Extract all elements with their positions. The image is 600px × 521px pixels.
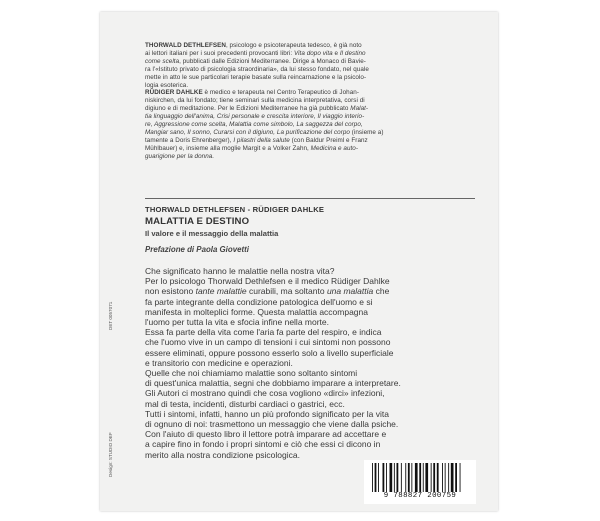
blurb-segment: Quelle che noi chiamiamo malattie sono soltanto sintomi: [145, 368, 358, 379]
bio-line: [145, 145, 475, 153]
barcode-bar: [419, 463, 421, 492]
bio-line: [145, 113, 475, 121]
bio-segment: digiuno e di meditazione. Per le Edizioni Mediterranee ha già pubblicato: [145, 105, 351, 113]
barcode-bar: [375, 463, 377, 492]
blurb-line: [145, 276, 480, 286]
barcode-bar: [445, 463, 446, 492]
preface-credit: Prefazione di Paola Giovetti: [145, 245, 249, 254]
blurb-segment: Tutti i sintomi, infatti, hanno un più profondo significato per la vita: [145, 408, 389, 419]
barcode-bar: [455, 463, 457, 492]
barcode-bar: [378, 463, 379, 492]
barcode-bar: [442, 463, 443, 492]
blurb-line: [145, 266, 480, 276]
bio-line: [145, 105, 475, 113]
bio-line: [145, 66, 475, 74]
barcode-bar: [397, 463, 399, 492]
blurb-segment: che: [373, 286, 390, 297]
bio-segment: niskirchen, da lui fondato; tiene seminari sulla medicina interpretativa, corsi di: [145, 97, 365, 105]
blurb-text: [145, 266, 480, 460]
bio-segment: , psicologo e psicoterapeuta tedesco, è già noto: [225, 42, 362, 49]
blurb-line: [145, 348, 480, 358]
bio-segment: THORWALD DETHLEFSEN: [145, 42, 226, 49]
barcode-bar: [394, 463, 395, 492]
bio-segment: RÜDIGER DAHLKE: [145, 89, 203, 97]
blurb-line: [145, 378, 480, 388]
blurb-segment: Per lo psicologo Thorwald Dethlefsen e il medico Rüdiger Dahlke: [145, 276, 390, 287]
blurb-line: [145, 368, 480, 378]
blurb-segment: curabili, ma soltanto: [246, 286, 327, 297]
bio-segment: e: [332, 49, 340, 57]
barcode-bar: [415, 463, 418, 492]
bio-segment: Medicina e auto-: [310, 144, 359, 152]
blurb-segment: non esistono: [145, 286, 196, 297]
blurb-segment: che l'uomo vive in un campo di tensioni i cui sintomi non possono: [145, 337, 391, 348]
bio-line: [145, 89, 475, 97]
bio-segment: tamente a Doris Ehrenberger),: [145, 136, 234, 144]
blurb-segment: di ognuno di noi: trasmettono un messaggio che viene dalla psiche.: [145, 419, 399, 430]
blurb-segment: una malattia: [326, 286, 374, 297]
blurb-segment: a capire fino in fondo i propri sintomi e ciò che essi ci dicono in: [145, 439, 381, 450]
barcode-bar: [411, 463, 412, 492]
bio-segment: come scelta: [145, 57, 180, 65]
bio-segment: re, Aggressione come scelta, Malattia come simbolo, La saggezza del corpo,: [145, 121, 363, 129]
authors-line: THORWALD DETHLEFSEN - RÜDIGER DAHLKE: [145, 205, 325, 214]
barcode-bar: [390, 463, 393, 492]
bio-segment: Vita dopo vita: [293, 49, 333, 57]
barcode-bar: [401, 463, 402, 492]
bio-line: [145, 97, 475, 105]
bio-line: [145, 50, 475, 58]
blurb-line: [145, 286, 480, 296]
bio-line: [145, 121, 475, 129]
blurb-segment: Gli Autori ci mostrano quindi che cosa vogliono «dirci» infezioni,: [145, 388, 385, 399]
blurb-line: [145, 327, 480, 337]
blurb-line: [145, 450, 480, 460]
bio-segment: Mangiar sano, Il sonno, Curarsi con il digiuno, La purificazione del corpo: [145, 128, 350, 136]
blurb-line: [145, 409, 480, 419]
barcode-bar: [383, 463, 385, 492]
divider-line: [145, 198, 475, 199]
author-biographies: [145, 42, 475, 161]
bio-line: [145, 137, 475, 145]
barcode-bar: [460, 463, 461, 492]
bio-dethlefsen: [145, 42, 475, 89]
bio-segment: Malat-: [350, 105, 369, 113]
blurb-segment: e transitorio con medicine e operazioni.: [145, 357, 293, 368]
barcode-digits: 9 788827 200759: [383, 492, 457, 500]
barcode-bar: [448, 463, 449, 492]
bio-line: [145, 129, 475, 137]
barcode-bar: [425, 463, 428, 492]
bio-segment: guarigione per la donna.: [145, 152, 215, 160]
bio-segment: ai lettori italiani per i suoi precedenti provocanti libri:: [145, 49, 294, 57]
blurb-line: [145, 419, 480, 429]
blurb-segment: di quest'unica malattia, segni che dobbiamo imparare a interpretare.: [145, 378, 401, 389]
bio-line: [145, 42, 475, 50]
blurb-line: [145, 358, 480, 368]
blurb-line: [145, 297, 480, 307]
bio-segment: Il destino: [339, 49, 366, 57]
bio-line: [145, 74, 475, 82]
book-subtitle: Il valore e il messaggio della malattia: [145, 229, 279, 238]
barcode-bar: [405, 463, 406, 492]
blurb-segment: l'uomo per tutta la vita e sfocia infine nella morte.: [145, 317, 329, 328]
design-credit: Design: STUDIO DEF: [108, 432, 113, 477]
blurb-line: [145, 399, 480, 409]
blurb-segment: Con l'aiuto di questo libro il lettore potrà imparare ad accettare e: [145, 429, 387, 440]
barcode-bar: [431, 463, 432, 492]
blurb-line: [145, 429, 480, 439]
barcode-bar: [451, 463, 454, 492]
bio-dahlke: [145, 89, 475, 160]
bio-segment: mette in atto le sue particolari terapie basate sulla reincarnazione e la psicolo-: [145, 73, 367, 81]
blurb-line: [145, 317, 480, 327]
blurb-segment: mal di testa, incidenti, disturbi cardiaci o gastrici, ecc.: [145, 398, 345, 409]
bio-segment: è medico e terapeuta nel Centro Terapeutico di Johan-: [202, 89, 359, 97]
bio-line: [145, 58, 475, 66]
barcode-bars: [370, 463, 470, 493]
bio-segment: , pubblicati dalle Edizioni Mediterranee. Dirige a Monaco di Bavie-: [179, 57, 366, 65]
barcode-bar: [386, 463, 387, 492]
bio-segment: Mühlbauer) e, insieme alla moglie Margit e a Volker Zahn,: [145, 144, 311, 152]
blurb-segment: tante malattie: [195, 286, 247, 297]
blurb-segment: manifesta in molteplici forme. Questa malattia accompagna: [145, 306, 368, 317]
bio-segment: I pilastri della salute: [233, 136, 290, 144]
book-back-cover: [100, 12, 498, 511]
isbn-barcode: [364, 460, 476, 504]
barcode-bar: [408, 463, 410, 492]
blurb-segment: merito alla nostra condizione psicologica.: [145, 449, 300, 460]
bio-segment: (con Baldur Preiml e Franz: [289, 136, 368, 144]
bio-line: [145, 153, 475, 161]
barcode-bar: [423, 463, 424, 492]
blurb-line: [145, 439, 480, 449]
blurb-line: [145, 388, 480, 398]
bio-segment: (insieme a): [349, 128, 384, 136]
barcode-bar: [372, 463, 373, 492]
bio-segment: tia linguaggio dell'anima, Crisi personale e crescita interiore, Il viaggio interio-: [145, 113, 365, 121]
blurb-segment: Essa fa parte della vita come l'aria fa parte del respiro, e indica: [145, 327, 382, 338]
blurb-segment: Che significato hanno le malattie nella nostra vita?: [145, 266, 335, 276]
barcode-bar: [433, 463, 435, 492]
book-title: MALATTIA E DESTINO: [145, 216, 250, 227]
blurb-segment: fa parte integrante della condizione patologica dell'uomo e si: [145, 296, 373, 307]
side-code: DET 0057071: [108, 301, 113, 330]
blurb-line: [145, 337, 480, 347]
bio-segment: logia esoterica.: [145, 81, 189, 89]
bio-segment: ra l'«Istituto privato di psicologia straordinaria», da lui stesso fondato, nel quale: [145, 65, 369, 73]
blurb-segment: essere eliminati, oppure possono esserlo solo a livello superficiale: [145, 347, 394, 358]
barcode-bar: [437, 463, 439, 492]
blurb-line: [145, 307, 480, 317]
